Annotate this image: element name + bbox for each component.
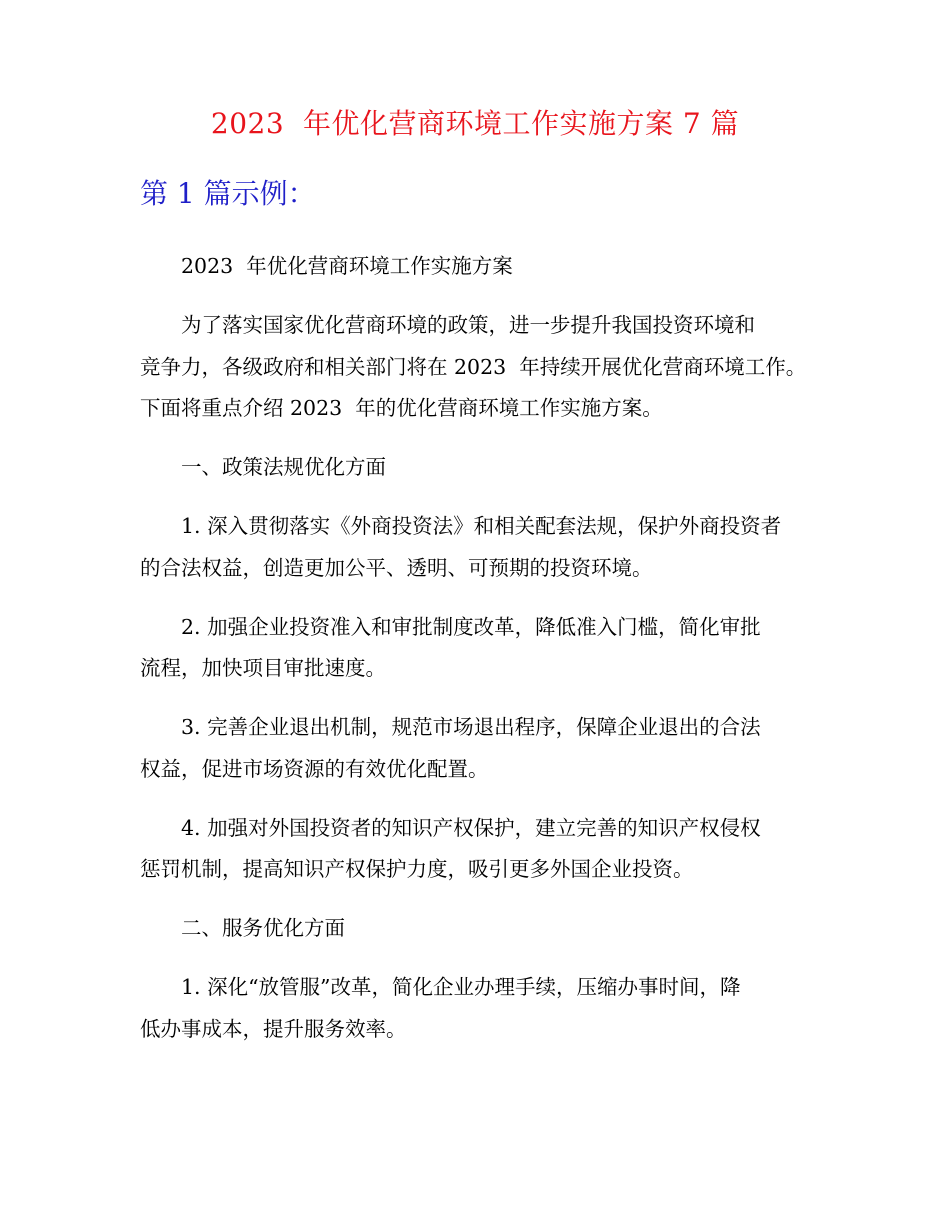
list-item-line: 1. 深入贯彻落实《外商投资法》和相关配套法规，保护外商投资者 bbox=[181, 514, 782, 538]
paragraph-line: 竞争力，各级政府和相关部门将在 2023 年持续开展优化营商环境工作。 bbox=[140, 355, 807, 379]
list-item-line: 2. 加强企业投资准入和审批制度改革，降低准入门槛，简化审批 bbox=[181, 615, 761, 639]
list-item-line: 的合法权益，创造更加公平、透明、可预期的投资环境。 bbox=[140, 556, 653, 580]
list-item-line: 低办事成本，提升服务效率。 bbox=[140, 1017, 407, 1041]
list-item-line: 权益，促进市场资源的有效优化配置。 bbox=[140, 757, 489, 781]
list-heading: 一、政策法规优化方面 bbox=[181, 455, 386, 479]
paragraph-line: 下面将重点介绍 2023 年的优化营商环境工作实施方案。 bbox=[140, 396, 663, 420]
sub-title: 2023 年优化营商环境工作实施方案 bbox=[181, 254, 513, 278]
list-item-line: 1. 深化“放管服”改革，简化企业办理手续，压缩办事时间，降 bbox=[181, 975, 741, 999]
list-heading: 二、服务优化方面 bbox=[181, 916, 345, 940]
document-title: 2023 年优化营商环境工作实施方案 7 篇 bbox=[210, 107, 740, 140]
list-item-line: 4. 加强对外国投资者的知识产权保护，建立完善的知识产权侵权 bbox=[181, 816, 761, 840]
section-heading: 第 1 篇示例： bbox=[140, 177, 316, 210]
paragraph-line: 为了落实国家优化营商环境的政策，进一步提升我国投资环境和 bbox=[181, 313, 755, 337]
list-item-line: 3. 完善企业退出机制，规范市场退出程序，保障企业退出的合法 bbox=[181, 715, 761, 739]
list-item-line: 惩罚机制，提高知识产权保护力度，吸引更多外国企业投资。 bbox=[140, 857, 694, 881]
list-item-line: 流程，加快项目审批速度。 bbox=[140, 656, 386, 680]
